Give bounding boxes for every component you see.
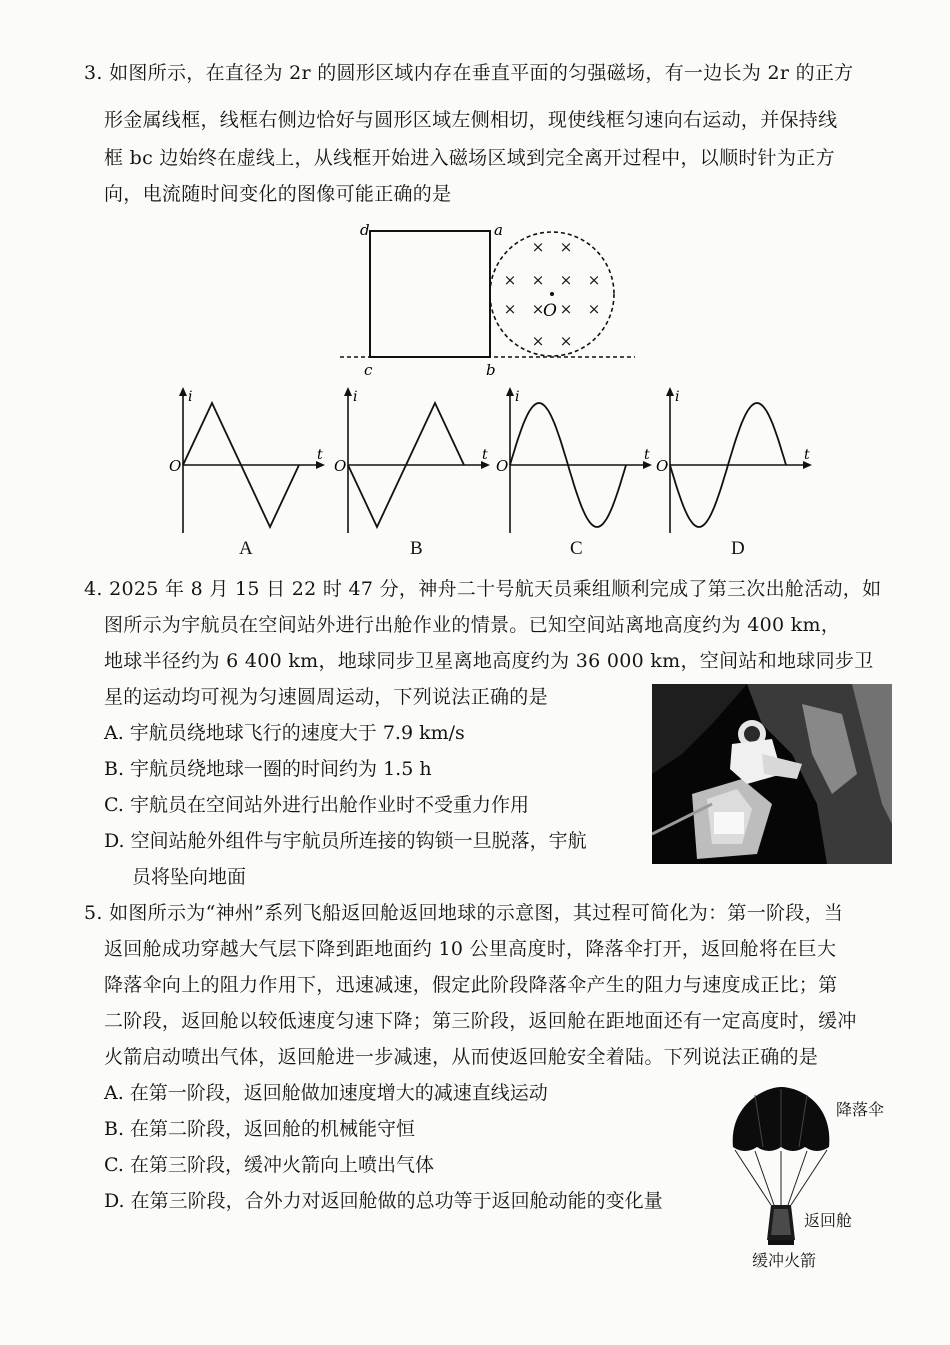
center-label: O	[543, 301, 557, 321]
square-loop	[370, 231, 490, 357]
t-axis-label: t	[317, 447, 323, 463]
field-cross: ×	[559, 238, 573, 256]
parachute-label: 降落伞	[836, 1100, 885, 1119]
q4-option-d: D. 空间站舱外组件与宇航员所连接的钩锁一旦脱落，宇航	[104, 830, 587, 852]
vertex-a: a	[494, 221, 503, 239]
graph-b	[330, 385, 490, 540]
q5-line-4: 二阶段，返回舱以较低速度匀速下降；第三阶段，返回舱在距地面还有一定高度时，缓冲	[104, 1010, 857, 1032]
q3-loop-field-figure	[330, 215, 650, 380]
i-axis-label: i	[188, 389, 193, 405]
astronaut-eva-photo	[652, 684, 892, 864]
field-cross: ×	[587, 271, 601, 289]
t-axis-label: t	[482, 447, 488, 463]
i-axis-arrow	[179, 387, 187, 396]
i-axis-label: i	[515, 389, 520, 405]
field-cross: ×	[559, 332, 573, 350]
field-cross: ×	[559, 271, 573, 289]
graph-label-b: B	[410, 538, 423, 559]
q5-line-1: 5. 如图所示为“神州”系列飞船返回舱返回地球的示意图，其过程可简化为：第一阶段，当	[84, 902, 844, 924]
capsule-label: 返回舱	[804, 1211, 853, 1230]
i-axis-label: i	[353, 389, 358, 405]
i-axis-arrow	[344, 387, 352, 396]
graph-c	[492, 385, 652, 540]
q4-option-d-cont: 员将坠向地面	[132, 866, 247, 888]
graph-d	[652, 385, 812, 540]
i-axis-label: i	[675, 389, 680, 405]
q4-option-b: B. 宇航员绕地球一圈的时间约为 1.5 h	[104, 758, 432, 780]
q3-line-2: 形金属线框，线框右侧边恰好与圆形区域左侧相切，现使线框匀速向右运动，并保持线	[104, 109, 838, 131]
q3-line-3: 框 bc 边始终在虚线上，从线框开始进入磁场区域到完全离开过程中，以顺时针为正方	[104, 147, 835, 169]
q4-line-2: 图所示为宇航员在空间站外进行出舱作业的情景。已知空间站离地高度约为 400 km，	[104, 614, 841, 636]
q5-option-a: A. 在第一阶段，返回舱做加速度增大的减速直线运动	[104, 1082, 548, 1104]
q4-option-a: A. 宇航员绕地球飞行的速度大于 7.9 km/s	[104, 722, 465, 744]
q5-line-3: 降落伞向上的阻力作用下，迅速减速，假定此阶段降落伞产生的阻力与速度成正比；第	[104, 974, 838, 996]
field-cross: ×	[587, 300, 601, 318]
vertex-b: b	[486, 361, 496, 379]
vertex-d: d	[360, 221, 370, 239]
q4-line-1: 4. 2025 年 8 月 15 日 22 时 47 分，神舟二十号航天员乘组顺利完成了第三次出舱活动，如	[84, 578, 882, 600]
field-cross: ×	[531, 332, 545, 350]
origin-label: O	[496, 457, 509, 475]
q5-option-b: B. 在第二阶段，返回舱的机械能守恒	[104, 1118, 416, 1140]
q5-line-5: 火箭启动喷出气体，返回舱进一步减速，从而使返回舱安全着陆。下列说法正确的是	[104, 1046, 819, 1068]
origin-label: O	[169, 457, 182, 475]
q4-line-3: 地球半径约为 6 400 km，地球同步卫星离地高度约为 36 000 km，空间站和地球同步卫	[104, 650, 874, 672]
vertex-c: c	[364, 361, 373, 379]
q4-option-c: C. 宇航员在空间站外进行出舱作业时不受重力作用	[104, 794, 529, 816]
q4-line-4: 星的运动均可视为匀速圆周运动，下列说法正确的是	[104, 686, 548, 708]
field-cross: ×	[503, 300, 517, 318]
field-cross: ×	[531, 300, 545, 318]
field-cross: ×	[531, 271, 545, 289]
i-axis-arrow	[506, 387, 514, 396]
t-axis-label: t	[804, 447, 810, 463]
rocket-label: 缓冲火箭	[752, 1251, 817, 1270]
q3-line-4: 向，电流随时间变化的图像可能正确的是	[104, 183, 452, 205]
q3-line-1: 3. 如图所示，在直径为 2r 的圆形区域内存在垂直平面的匀强磁场，有一边长为 2r 的正方	[84, 62, 854, 84]
graph-label-d: D	[731, 538, 745, 559]
origin-label: O	[334, 457, 347, 475]
origin-label: O	[656, 457, 669, 475]
q5-line-2: 返回舱成功穿越大气层下降到距地面约 10 公里高度时，降落伞打开，返回舱将在巨大	[104, 938, 837, 960]
i-axis-arrow	[666, 387, 674, 396]
field-cross: ×	[531, 238, 545, 256]
q5-option-d: D. 在第三阶段，合外力对返回舱做的总功等于返回舱动能的变化量	[104, 1190, 663, 1212]
center-dot	[550, 292, 554, 296]
parachute-capsule-figure	[725, 1085, 835, 1270]
t-axis-label: t	[644, 447, 650, 463]
field-cross: ×	[503, 271, 517, 289]
field-cross: ×	[559, 300, 573, 318]
graph-label-c: C	[570, 538, 583, 559]
q5-option-c: C. 在第三阶段，缓冲火箭向上喷出气体	[104, 1154, 434, 1176]
graph-a	[165, 385, 325, 540]
graph-label-a: A	[239, 538, 253, 559]
